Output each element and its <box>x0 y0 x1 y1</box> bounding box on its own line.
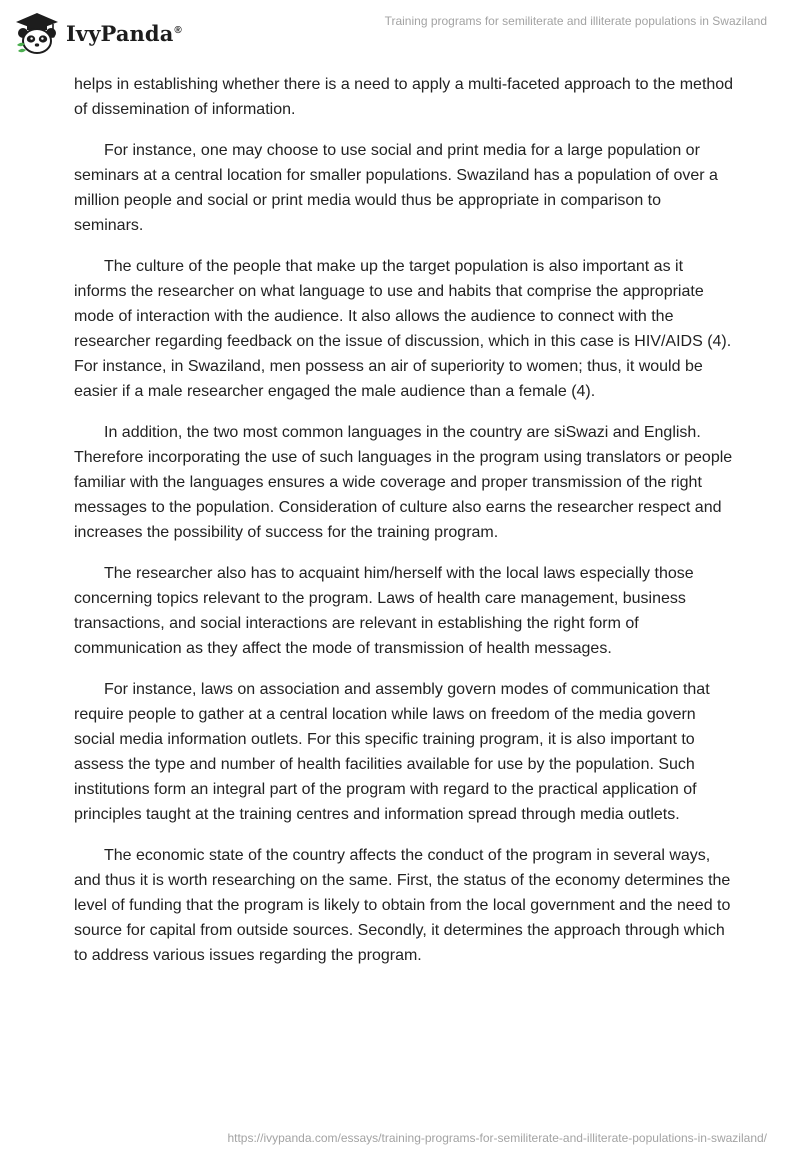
paragraph: In addition, the two most common languages in the country are siSwazi and English. Therefore incorporating the use of such languages in the program using translators or people familiar with the languages ensures a wide coverage and proper transmission of the right messages to the population. Consideration of culture also earns the researcher respect and increases the possibility of success for the training program. <box>74 424 733 541</box>
paragraph: For instance, one may choose to use social and print media for a large population or seminars at a central location for smaller populations. Swaziland has a population of over a million people and social or print media would thus be appropriate in comparison to seminars. <box>74 142 718 234</box>
paragraph: For instance, laws on association and assembly govern modes of communication that require people to gather at a central location while laws on freedom of the media govern social media information outlets. For this specific training program, it is also important to assess the type and number of health facilities available for use by the population. Such institutions form an integral part of the program with regard to the practical application of principles taught at the training centres and information spread through media outlets. <box>74 681 710 823</box>
ivypanda-logo[interactable] <box>14 10 182 56</box>
panda-graduate-icon <box>14 11 60 55</box>
logo-text: IvyPanda® <box>66 20 182 46</box>
registered-mark: ® <box>174 24 182 36</box>
document-title: Training programs for semiliterate and illiterate populations in Swaziland <box>384 14 767 28</box>
source-url[interactable]: https://ivypanda.com/essays/training-programs-for-semiliterate-and-illiterate-populations-in-swaziland/ <box>227 1131 767 1145</box>
paragraph: The economic state of the country affects the conduct of the program in several ways, and thus it is worth researching on the same. First, the status of the economy determines the level of funding that the program is likely to obtain from the local government and the need to source for capital from outside sources. Secondly, it determines the approach through which to address various issues regarding the program. <box>74 847 731 964</box>
paragraph: helps in establishing whether there is a need to apply a multi-faceted approach to the method of dissemination of information. <box>74 76 734 118</box>
paragraph: The culture of the people that make up the target population is also important as it informs the researcher on what language to use and habits that comprise the appropriate mode of interaction with the audience. It also allows the audience to connect with the researcher regarding feedback on the issue of discussion, which in this case is HIV/AIDS (4). For instance, in Swaziland, men possess an air of superiority to women; thus, it would be easier if a male researcher engaged the male audience than a female (4). <box>74 258 732 400</box>
paragraph: The researcher also has to acquaint him/herself with the local laws especially those concerning topics relevant to the program. Laws of health care management, business transactions, and social interactions are relevant in establishing the right form of communication as they affect the mode of transmission of health messages. <box>74 565 694 657</box>
essay-body <box>74 72 734 984</box>
page-header <box>0 0 800 60</box>
